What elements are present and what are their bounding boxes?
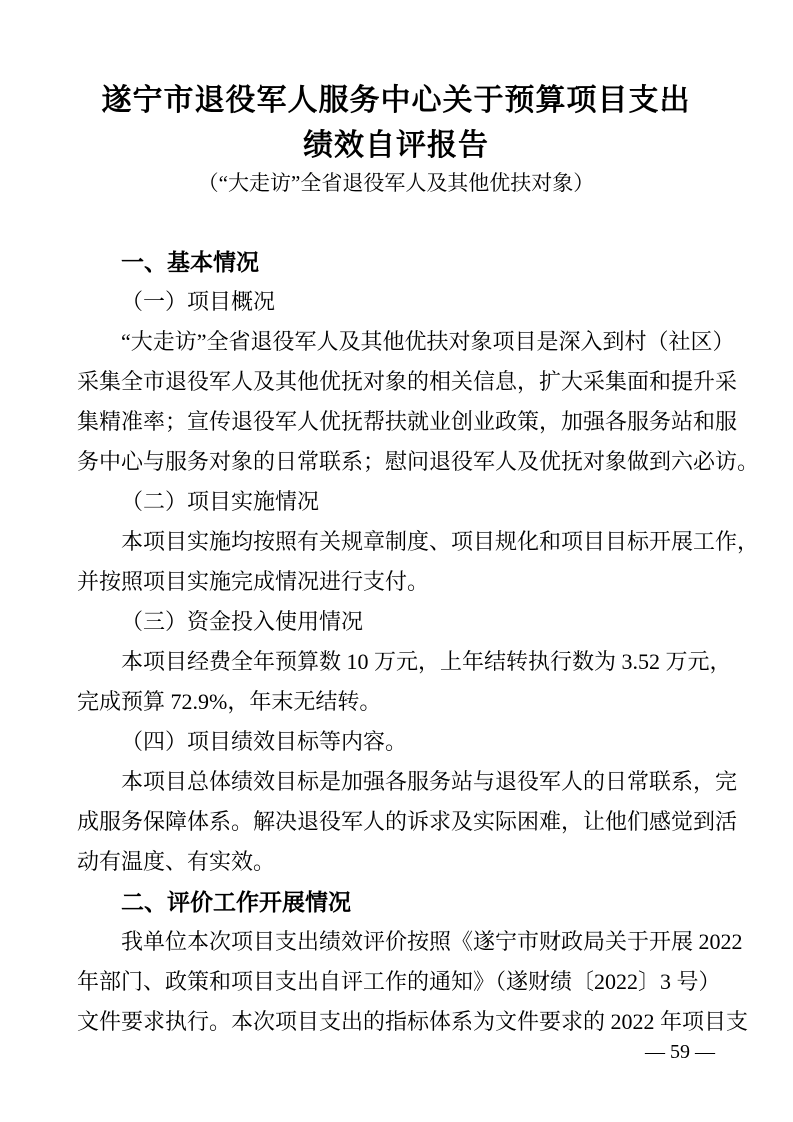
paragraph-line: 本项目总体绩效目标是加强各服务站与退役军人的日常联系，完: [121, 769, 738, 794]
subsection-heading: （四）项目绩效目标等内容。: [121, 729, 408, 754]
section-heading: 一、基本情况: [121, 249, 259, 275]
paragraph-line: 集精准率；宣传退役军人优抚帮扶就业创业政策，加强各服务站和服: [77, 409, 738, 434]
paragraph-line: 务中心与服务对象的日常联系；慰问退役军人及优抚对象做到六必访。: [77, 449, 760, 474]
paragraph-line: 本项目实施均按照有关规章制度、项目规化和项目目标开展工作，: [121, 529, 760, 554]
paragraph-line: 本项目经费全年预算数 10 万元，上年结转执行数为 3.52 万元，: [121, 649, 732, 674]
subsection-heading: （一）项目概况: [121, 289, 276, 314]
paragraph-line: 我单位本次项目支出绩效评价按照《遂宁市财政局关于开展 2022: [121, 929, 743, 954]
subsection-heading: （二）项目实施情况: [121, 489, 320, 514]
document-subtitle: （“大走访”全省退役军人及其他优扶对象）: [197, 171, 595, 195]
paragraph-line: 成服务保障体系。解决退役军人的诉求及实际困难，让他们感觉到活: [77, 809, 738, 834]
paragraph-line: 并按照项目实施完成情况进行支付。: [77, 569, 430, 594]
page-number: — 59 —: [645, 1041, 715, 1063]
document-body: [77, 242, 760, 1042]
title-line-2: 绩效自评报告: [303, 129, 489, 162]
paragraph-line: 完成预算 72.9%，年末无结转。: [77, 689, 382, 714]
paragraph-line: “大走访”全省退役军人及其他优扶对象项目是深入到村（社区）: [121, 329, 735, 354]
subsection-heading: （三）资金投入使用情况: [121, 609, 364, 634]
section-heading: 二、评价工作开展情况: [121, 889, 351, 915]
paragraph-line: 文件要求执行。本次项目支出的指标体系为文件要求的 2022 年项目支: [77, 1009, 749, 1034]
paragraph-line: 动有温度、有实效。: [77, 849, 276, 874]
paragraph-line: 年部门、政策和项目支出自评工作的通知》（遂财绩〔2022〕3 号）: [77, 969, 721, 994]
paragraph-line: 采集全市退役军人及其他优抚对象的相关信息，扩大采集面和提升采: [77, 369, 738, 394]
document-title: [77, 78, 715, 168]
title-line-1: 遂宁市退役军人服务中心关于预算项目支出: [101, 84, 691, 117]
